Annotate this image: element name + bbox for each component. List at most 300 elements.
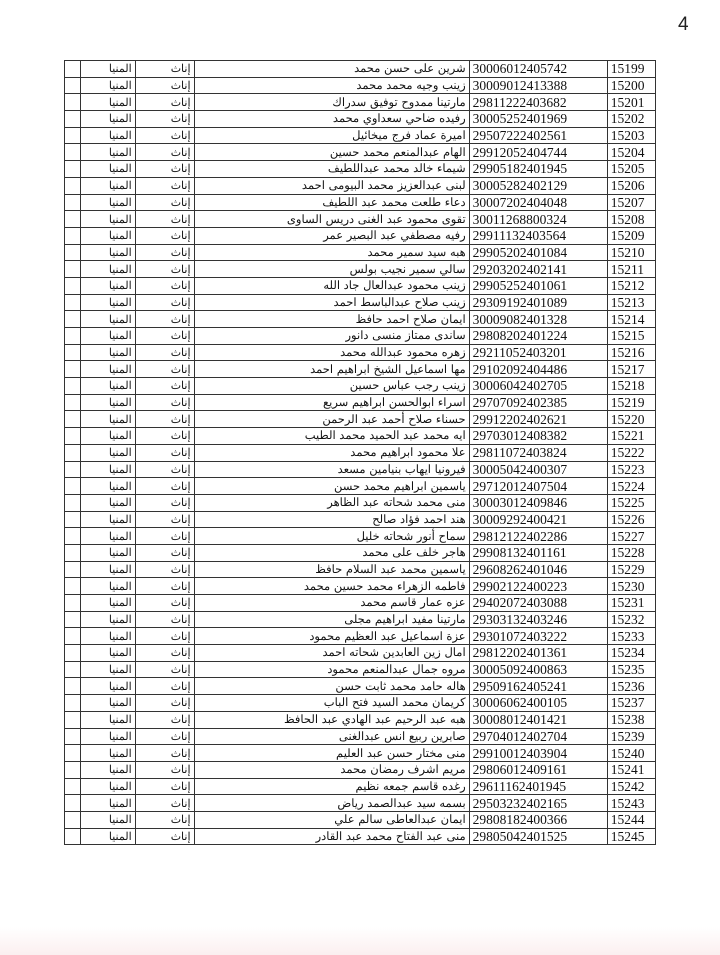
national-id-cell: 29808202401224 bbox=[469, 328, 607, 345]
name-cell: زينب وجيه محمد محمد bbox=[194, 77, 469, 94]
governorate-cell: المنيا bbox=[81, 478, 136, 495]
gender-cell: إناث bbox=[135, 94, 194, 111]
serial-cell: 15219 bbox=[607, 394, 655, 411]
blank-cell bbox=[65, 661, 81, 678]
name-cell: ايه محمد عبد الحميد محمد الطيب bbox=[194, 428, 469, 445]
blank-cell bbox=[65, 728, 81, 745]
national-id-cell: 29402072403088 bbox=[469, 595, 607, 612]
blank-cell bbox=[65, 511, 81, 528]
national-id-cell: 29905202401084 bbox=[469, 244, 607, 261]
governorate-cell: المنيا bbox=[81, 177, 136, 194]
gender-cell: إناث bbox=[135, 294, 194, 311]
roster-table-container bbox=[64, 60, 656, 845]
table-row bbox=[65, 661, 656, 678]
governorate-cell: المنيا bbox=[81, 394, 136, 411]
blank-cell bbox=[65, 778, 81, 795]
national-id-cell: 29912052404744 bbox=[469, 144, 607, 161]
national-id-cell: 29912202402621 bbox=[469, 411, 607, 428]
name-cell: مارتينا مفيد ابراهيم مجلى bbox=[194, 611, 469, 628]
name-cell: رغده قاسم جمعه نظيم bbox=[194, 778, 469, 795]
governorate-cell: المنيا bbox=[81, 294, 136, 311]
gender-cell: إناث bbox=[135, 394, 194, 411]
governorate-cell: المنيا bbox=[81, 595, 136, 612]
serial-cell: 15236 bbox=[607, 678, 655, 695]
blank-cell bbox=[65, 177, 81, 194]
governorate-cell: المنيا bbox=[81, 361, 136, 378]
serial-cell: 15227 bbox=[607, 528, 655, 545]
national-id-cell: 29509162405241 bbox=[469, 678, 607, 695]
gender-cell: إناث bbox=[135, 144, 194, 161]
governorate-cell: المنيا bbox=[81, 695, 136, 712]
name-cell: مارتينا ممدوح توفيق سدراك bbox=[194, 94, 469, 111]
serial-cell: 15239 bbox=[607, 728, 655, 745]
blank-cell bbox=[65, 528, 81, 545]
governorate-cell: المنيا bbox=[81, 277, 136, 294]
national-id-cell: 30009012413388 bbox=[469, 77, 607, 94]
blank-cell bbox=[65, 544, 81, 561]
table-row bbox=[65, 127, 656, 144]
table-row bbox=[65, 428, 656, 445]
national-id-cell: 29902122400223 bbox=[469, 578, 607, 595]
governorate-cell: المنيا bbox=[81, 311, 136, 328]
gender-cell: إناث bbox=[135, 411, 194, 428]
table-row bbox=[65, 144, 656, 161]
page-bottom-edge bbox=[0, 927, 720, 955]
national-id-cell: 29102092404486 bbox=[469, 361, 607, 378]
governorate-cell: المنيا bbox=[81, 728, 136, 745]
serial-cell: 15235 bbox=[607, 661, 655, 678]
serial-cell: 15204 bbox=[607, 144, 655, 161]
name-cell: هبه عبد الرحيم عبد الهادي عبد الحافظ bbox=[194, 711, 469, 728]
serial-cell: 15243 bbox=[607, 795, 655, 812]
national-id-cell: 29211052403201 bbox=[469, 344, 607, 361]
table-row bbox=[65, 461, 656, 478]
blank-cell bbox=[65, 745, 81, 762]
blank-cell bbox=[65, 227, 81, 244]
governorate-cell: المنيا bbox=[81, 461, 136, 478]
name-cell: ساندى ممتاز منسى دانور bbox=[194, 328, 469, 345]
blank-cell bbox=[65, 711, 81, 728]
serial-cell: 15217 bbox=[607, 361, 655, 378]
national-id-cell: 29203202402141 bbox=[469, 261, 607, 278]
blank-cell bbox=[65, 127, 81, 144]
governorate-cell: المنيا bbox=[81, 94, 136, 111]
governorate-cell: المنيا bbox=[81, 161, 136, 178]
name-cell: زينب صلاح عبدالباسط احمد bbox=[194, 294, 469, 311]
serial-cell: 15231 bbox=[607, 595, 655, 612]
gender-cell: إناث bbox=[135, 628, 194, 645]
gender-cell: إناث bbox=[135, 678, 194, 695]
gender-cell: إناث bbox=[135, 795, 194, 812]
serial-cell: 15237 bbox=[607, 695, 655, 712]
serial-cell: 15224 bbox=[607, 478, 655, 495]
serial-cell: 15229 bbox=[607, 561, 655, 578]
name-cell: ياسمين محمد عبد السلام حافظ bbox=[194, 561, 469, 578]
gender-cell: إناث bbox=[135, 194, 194, 211]
governorate-cell: المنيا bbox=[81, 761, 136, 778]
serial-cell: 15207 bbox=[607, 194, 655, 211]
serial-cell: 15244 bbox=[607, 811, 655, 828]
table-row bbox=[65, 61, 656, 78]
table-row bbox=[65, 77, 656, 94]
national-id-cell: 29805042401525 bbox=[469, 828, 607, 845]
gender-cell: إناث bbox=[135, 127, 194, 144]
gender-cell: إناث bbox=[135, 444, 194, 461]
table-row bbox=[65, 294, 656, 311]
blank-cell bbox=[65, 277, 81, 294]
name-cell: ايمان عبدالعاطى سالم علي bbox=[194, 811, 469, 828]
national-id-cell: 30007202404048 bbox=[469, 194, 607, 211]
governorate-cell: المنيا bbox=[81, 745, 136, 762]
serial-cell: 15213 bbox=[607, 294, 655, 311]
governorate-cell: المنيا bbox=[81, 444, 136, 461]
governorate-cell: المنيا bbox=[81, 828, 136, 845]
table-row bbox=[65, 711, 656, 728]
table-row bbox=[65, 578, 656, 595]
name-cell: زهره محمود عبدالله محمد bbox=[194, 344, 469, 361]
name-cell: منى محمد شحاته عبد الظاهر bbox=[194, 494, 469, 511]
governorate-cell: المنيا bbox=[81, 244, 136, 261]
governorate-cell: المنيا bbox=[81, 795, 136, 812]
serial-cell: 15215 bbox=[607, 328, 655, 345]
table-row bbox=[65, 227, 656, 244]
blank-cell bbox=[65, 828, 81, 845]
name-cell: هند احمد فؤاد صالح bbox=[194, 511, 469, 528]
serial-cell: 15202 bbox=[607, 111, 655, 128]
blank-cell bbox=[65, 595, 81, 612]
governorate-cell: المنيا bbox=[81, 645, 136, 662]
governorate-cell: المنيا bbox=[81, 328, 136, 345]
serial-cell: 15216 bbox=[607, 344, 655, 361]
table-row bbox=[65, 544, 656, 561]
serial-cell: 15199 bbox=[607, 61, 655, 78]
serial-cell: 15233 bbox=[607, 628, 655, 645]
gender-cell: إناث bbox=[135, 528, 194, 545]
blank-cell bbox=[65, 678, 81, 695]
blank-cell bbox=[65, 344, 81, 361]
table-row bbox=[65, 161, 656, 178]
governorate-cell: المنيا bbox=[81, 261, 136, 278]
national-id-cell: 29704012402704 bbox=[469, 728, 607, 745]
blank-cell bbox=[65, 761, 81, 778]
governorate-cell: المنيا bbox=[81, 211, 136, 228]
blank-cell bbox=[65, 144, 81, 161]
governorate-cell: المنيا bbox=[81, 61, 136, 78]
table-row bbox=[65, 378, 656, 395]
gender-cell: إناث bbox=[135, 244, 194, 261]
national-id-cell: 29303132403246 bbox=[469, 611, 607, 628]
governorate-cell: المنيا bbox=[81, 411, 136, 428]
blank-cell bbox=[65, 795, 81, 812]
governorate-cell: المنيا bbox=[81, 778, 136, 795]
serial-cell: 15212 bbox=[607, 277, 655, 294]
blank-cell bbox=[65, 77, 81, 94]
governorate-cell: المنيا bbox=[81, 544, 136, 561]
name-cell: ايمان صلاح احمد حافظ bbox=[194, 311, 469, 328]
national-id-cell: 29911132403564 bbox=[469, 227, 607, 244]
gender-cell: إناث bbox=[135, 544, 194, 561]
serial-cell: 15200 bbox=[607, 77, 655, 94]
governorate-cell: المنيا bbox=[81, 628, 136, 645]
national-id-cell: 29808182400366 bbox=[469, 811, 607, 828]
national-id-cell: 29910012403904 bbox=[469, 745, 607, 762]
table-row bbox=[65, 328, 656, 345]
serial-cell: 15214 bbox=[607, 311, 655, 328]
national-id-cell: 29707092402385 bbox=[469, 394, 607, 411]
page-number: 4 bbox=[678, 14, 689, 35]
gender-cell: إناث bbox=[135, 277, 194, 294]
national-id-cell: 30003012409846 bbox=[469, 494, 607, 511]
governorate-cell: المنيا bbox=[81, 378, 136, 395]
name-cell: مريم اشرف رمضان محمد bbox=[194, 761, 469, 778]
gender-cell: إناث bbox=[135, 611, 194, 628]
blank-cell bbox=[65, 428, 81, 445]
name-cell: اسراء ابوالحسن ابراهيم سريع bbox=[194, 394, 469, 411]
governorate-cell: المنيا bbox=[81, 428, 136, 445]
serial-cell: 15221 bbox=[607, 428, 655, 445]
blank-cell bbox=[65, 811, 81, 828]
serial-cell: 15220 bbox=[607, 411, 655, 428]
national-id-cell: 29812202401361 bbox=[469, 645, 607, 662]
gender-cell: إناث bbox=[135, 578, 194, 595]
gender-cell: إناث bbox=[135, 211, 194, 228]
national-id-cell: 29507222402561 bbox=[469, 127, 607, 144]
table-row bbox=[65, 394, 656, 411]
blank-cell bbox=[65, 394, 81, 411]
blank-cell bbox=[65, 578, 81, 595]
serial-cell: 15245 bbox=[607, 828, 655, 845]
serial-cell: 15242 bbox=[607, 778, 655, 795]
roster-table-body bbox=[65, 61, 656, 845]
table-row bbox=[65, 695, 656, 712]
governorate-cell: المنيا bbox=[81, 611, 136, 628]
table-row bbox=[65, 244, 656, 261]
serial-cell: 15211 bbox=[607, 261, 655, 278]
serial-cell: 15205 bbox=[607, 161, 655, 178]
governorate-cell: المنيا bbox=[81, 678, 136, 695]
national-id-cell: 30011268800324 bbox=[469, 211, 607, 228]
name-cell: علا محمود ابراهيم محمد bbox=[194, 444, 469, 461]
serial-cell: 15209 bbox=[607, 227, 655, 244]
table-row bbox=[65, 411, 656, 428]
serial-cell: 15218 bbox=[607, 378, 655, 395]
national-id-cell: 29905182401945 bbox=[469, 161, 607, 178]
blank-cell bbox=[65, 611, 81, 628]
serial-cell: 15240 bbox=[607, 745, 655, 762]
national-id-cell: 29812122402286 bbox=[469, 528, 607, 545]
blank-cell bbox=[65, 111, 81, 128]
table-row bbox=[65, 645, 656, 662]
gender-cell: إناث bbox=[135, 428, 194, 445]
national-id-cell: 29703012408382 bbox=[469, 428, 607, 445]
governorate-cell: المنيا bbox=[81, 111, 136, 128]
gender-cell: إناث bbox=[135, 328, 194, 345]
table-row bbox=[65, 811, 656, 828]
gender-cell: إناث bbox=[135, 77, 194, 94]
blank-cell bbox=[65, 444, 81, 461]
blank-cell bbox=[65, 494, 81, 511]
table-row bbox=[65, 678, 656, 695]
gender-cell: إناث bbox=[135, 227, 194, 244]
gender-cell: إناث bbox=[135, 828, 194, 845]
table-row bbox=[65, 111, 656, 128]
gender-cell: إناث bbox=[135, 595, 194, 612]
national-id-cell: 29712012407504 bbox=[469, 478, 607, 495]
blank-cell bbox=[65, 244, 81, 261]
national-id-cell: 30005042400307 bbox=[469, 461, 607, 478]
serial-cell: 15208 bbox=[607, 211, 655, 228]
serial-cell: 15203 bbox=[607, 127, 655, 144]
governorate-cell: المنيا bbox=[81, 528, 136, 545]
national-id-cell: 30006062400105 bbox=[469, 695, 607, 712]
governorate-cell: المنيا bbox=[81, 511, 136, 528]
gender-cell: إناث bbox=[135, 161, 194, 178]
table-row bbox=[65, 177, 656, 194]
table-row bbox=[65, 277, 656, 294]
name-cell: اميرة عماد فرج ميخائيل bbox=[194, 127, 469, 144]
serial-cell: 15206 bbox=[607, 177, 655, 194]
name-cell: صابرين ربيع انس عبدالغنى bbox=[194, 728, 469, 745]
name-cell: تقوى محمود عبد الغنى دريس الساوى bbox=[194, 211, 469, 228]
blank-cell bbox=[65, 478, 81, 495]
table-row bbox=[65, 528, 656, 545]
name-cell: امال زين العابدين شحاته احمد bbox=[194, 645, 469, 662]
name-cell: حسناء صلاح أحمد عبد الرحمن bbox=[194, 411, 469, 428]
governorate-cell: المنيا bbox=[81, 578, 136, 595]
table-row bbox=[65, 494, 656, 511]
table-row bbox=[65, 511, 656, 528]
gender-cell: إناث bbox=[135, 561, 194, 578]
name-cell: عزة اسماعيل عبد العظيم محمود bbox=[194, 628, 469, 645]
gender-cell: إناث bbox=[135, 261, 194, 278]
national-id-cell: 30005252401969 bbox=[469, 111, 607, 128]
national-id-cell: 30009292400421 bbox=[469, 511, 607, 528]
gender-cell: إناث bbox=[135, 728, 194, 745]
governorate-cell: المنيا bbox=[81, 194, 136, 211]
name-cell: شيماء خالد محمد عبداللطيف bbox=[194, 161, 469, 178]
serial-cell: 15241 bbox=[607, 761, 655, 778]
national-id-cell: 30006042402705 bbox=[469, 378, 607, 395]
gender-cell: إناث bbox=[135, 661, 194, 678]
table-row bbox=[65, 211, 656, 228]
name-cell: مروه جمال عبدالمنعم محمود bbox=[194, 661, 469, 678]
governorate-cell: المنيا bbox=[81, 811, 136, 828]
name-cell: عزه عمار قاسم محمد bbox=[194, 595, 469, 612]
blank-cell bbox=[65, 645, 81, 662]
gender-cell: إناث bbox=[135, 494, 194, 511]
gender-cell: إناث bbox=[135, 111, 194, 128]
governorate-cell: المنيا bbox=[81, 711, 136, 728]
national-id-cell: 29503232402165 bbox=[469, 795, 607, 812]
name-cell: سالي سمير نجيب بولس bbox=[194, 261, 469, 278]
national-id-cell: 29806012409161 bbox=[469, 761, 607, 778]
serial-cell: 15210 bbox=[607, 244, 655, 261]
national-id-cell: 30009082401328 bbox=[469, 311, 607, 328]
serial-cell: 15234 bbox=[607, 645, 655, 662]
blank-cell bbox=[65, 411, 81, 428]
blank-cell bbox=[65, 328, 81, 345]
gender-cell: إناث bbox=[135, 378, 194, 395]
gender-cell: إناث bbox=[135, 461, 194, 478]
table-row bbox=[65, 611, 656, 628]
gender-cell: إناث bbox=[135, 478, 194, 495]
table-row bbox=[65, 194, 656, 211]
name-cell: كريمان محمد السيد فتح الباب bbox=[194, 695, 469, 712]
blank-cell bbox=[65, 94, 81, 111]
governorate-cell: المنيا bbox=[81, 144, 136, 161]
table-row bbox=[65, 261, 656, 278]
blank-cell bbox=[65, 361, 81, 378]
serial-cell: 15232 bbox=[607, 611, 655, 628]
table-row bbox=[65, 561, 656, 578]
gender-cell: إناث bbox=[135, 711, 194, 728]
blank-cell bbox=[65, 561, 81, 578]
national-id-cell: 29611162401945 bbox=[469, 778, 607, 795]
governorate-cell: المنيا bbox=[81, 77, 136, 94]
blank-cell bbox=[65, 628, 81, 645]
gender-cell: إناث bbox=[135, 61, 194, 78]
table-row bbox=[65, 344, 656, 361]
name-cell: ياسمين ابراهيم محمد حسن bbox=[194, 478, 469, 495]
table-row bbox=[65, 628, 656, 645]
name-cell: منى مختار حسن عبد العليم bbox=[194, 745, 469, 762]
table-row bbox=[65, 311, 656, 328]
table-row bbox=[65, 778, 656, 795]
blank-cell bbox=[65, 261, 81, 278]
name-cell: دعاء طلعت محمد عبد اللطيف bbox=[194, 194, 469, 211]
blank-cell bbox=[65, 161, 81, 178]
name-cell: شرين على حسن محمد bbox=[194, 61, 469, 78]
gender-cell: إناث bbox=[135, 745, 194, 762]
gender-cell: إناث bbox=[135, 177, 194, 194]
name-cell: منى عبد الفتاح محمد عبد القادر bbox=[194, 828, 469, 845]
name-cell: زينب محمود عبدالعال جاد الله bbox=[194, 277, 469, 294]
serial-cell: 15238 bbox=[607, 711, 655, 728]
gender-cell: إناث bbox=[135, 811, 194, 828]
national-id-cell: 29301072403222 bbox=[469, 628, 607, 645]
name-cell: فيرونيا ايهاب بنيامين مسعد bbox=[194, 461, 469, 478]
blank-cell bbox=[65, 695, 81, 712]
name-cell: سماح أنور شحاته خليل bbox=[194, 528, 469, 545]
gender-cell: إناث bbox=[135, 778, 194, 795]
blank-cell bbox=[65, 294, 81, 311]
national-id-cell: 29608262401046 bbox=[469, 561, 607, 578]
name-cell: بسمه سيد عبدالصمد رياض bbox=[194, 795, 469, 812]
name-cell: لبنى عبدالعزيز محمد البيومى احمد bbox=[194, 177, 469, 194]
serial-cell: 15230 bbox=[607, 578, 655, 595]
governorate-cell: المنيا bbox=[81, 661, 136, 678]
serial-cell: 15225 bbox=[607, 494, 655, 511]
national-id-cell: 29811072403824 bbox=[469, 444, 607, 461]
table-row bbox=[65, 828, 656, 845]
blank-cell bbox=[65, 378, 81, 395]
table-row bbox=[65, 761, 656, 778]
national-id-cell: 29309192401089 bbox=[469, 294, 607, 311]
gender-cell: إناث bbox=[135, 761, 194, 778]
governorate-cell: المنيا bbox=[81, 127, 136, 144]
gender-cell: إناث bbox=[135, 361, 194, 378]
table-row bbox=[65, 795, 656, 812]
name-cell: رفيه مصطفي عبد البصير عمر bbox=[194, 227, 469, 244]
name-cell: هاله حامد محمد ثابت حسن bbox=[194, 678, 469, 695]
table-row bbox=[65, 94, 656, 111]
national-id-cell: 29905252401061 bbox=[469, 277, 607, 294]
blank-cell bbox=[65, 311, 81, 328]
name-cell: زينب رجب عباس حسين bbox=[194, 378, 469, 395]
table-row bbox=[65, 745, 656, 762]
name-cell: هاجر خلف على محمد bbox=[194, 544, 469, 561]
national-id-cell: 30005092400863 bbox=[469, 661, 607, 678]
